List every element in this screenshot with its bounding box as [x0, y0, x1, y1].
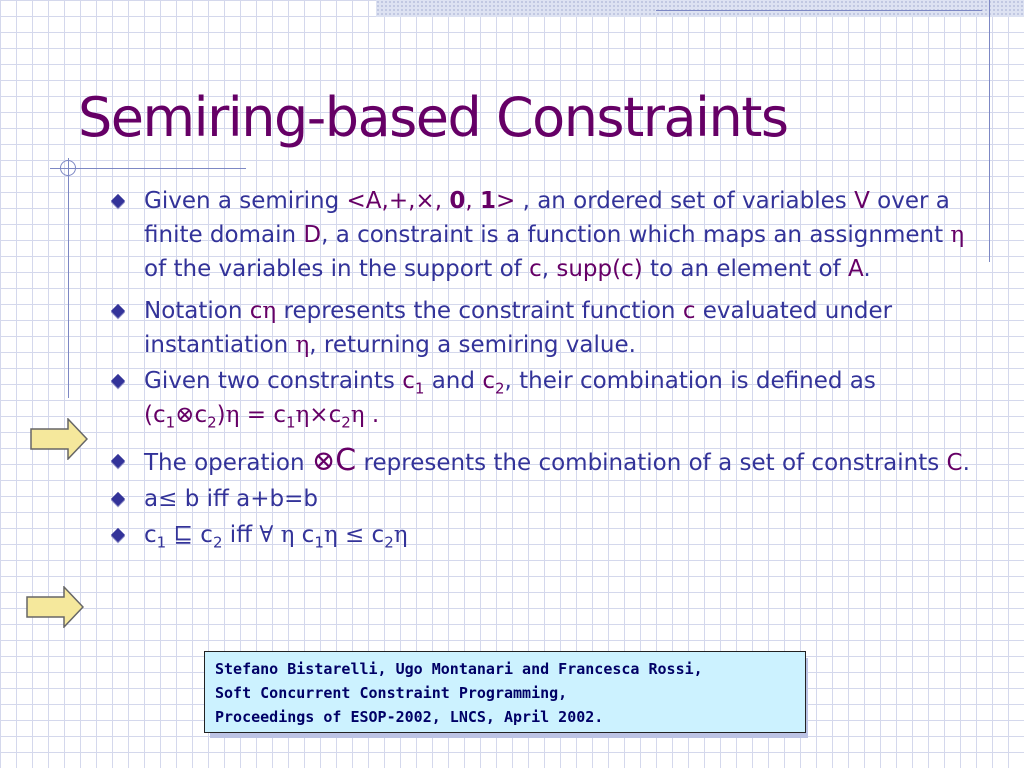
decorative-line: [656, 10, 982, 11]
eta-symbol: η: [295, 332, 310, 358]
reference-line: Stefano Bistarelli, Ugo Montanari and Francesca Rossi,: [215, 660, 703, 678]
diamond-bullet-icon: [111, 304, 125, 318]
diamond-bullet-icon: [111, 374, 125, 388]
decorative-line: [68, 158, 69, 398]
otimes-symbol: ⊗: [311, 444, 336, 477]
diamond-bullet-icon: [111, 454, 125, 468]
eta-symbol: η: [950, 222, 965, 248]
diamond-bullet-icon: [111, 492, 125, 506]
reference-line: Proceedings of ESOP-2002, LNCS, April 2002.: [215, 708, 604, 726]
reference-line: Soft Concurrent Constraint Programming,: [215, 684, 568, 702]
bullet-item: $c_1$ ⊑ $c_2$ iff ∀ η $c_1\eta \le c_2\eta$: [110, 518, 970, 552]
right-arrow-icon: [26, 586, 84, 628]
bullet-list: [110, 184, 970, 552]
diamond-bullet-icon: [111, 194, 125, 208]
decorative-line: [50, 168, 246, 169]
right-arrow-icon: [30, 418, 88, 460]
bullet-item: Notation cη represents the constraint function c evaluated under instantiation η, returning a semiring value.: [110, 294, 970, 362]
bullet-item: a≤ b iff a+b=b: [110, 482, 970, 516]
slide-title: Semiring-based Constraints: [78, 86, 788, 149]
reference-box: [204, 651, 806, 733]
diamond-bullet-icon: [111, 528, 125, 542]
header-band: [376, 0, 1024, 17]
bullet-item: Given two constraints $c_1$ and $c_2$, their combination is defined as $(c_1\otimes c_2)\eta = c_1\eta\times c_2\eta$ .: [110, 364, 970, 432]
decorative-circle-icon: [60, 160, 76, 176]
bullet-item: The operation ⊗C represents the combination of a set of constraints C.: [110, 444, 970, 480]
bullet-item: Given a semiring <A,+,×, 0, 1> , an ordered set of variables V over a finite domain D, a constraint is a function which maps an assignment η of the variables in the support of c, supp(c) to an element of A.: [110, 184, 970, 286]
combination-formula: $(c_1\otimes c_2)\eta = c_1\eta\times c_2\eta$ .: [144, 402, 380, 432]
decorative-line: [989, 0, 990, 262]
semiring-tuple: <A,+,×, 0, 1>: [346, 188, 523, 214]
eta-symbol: η: [262, 298, 277, 324]
